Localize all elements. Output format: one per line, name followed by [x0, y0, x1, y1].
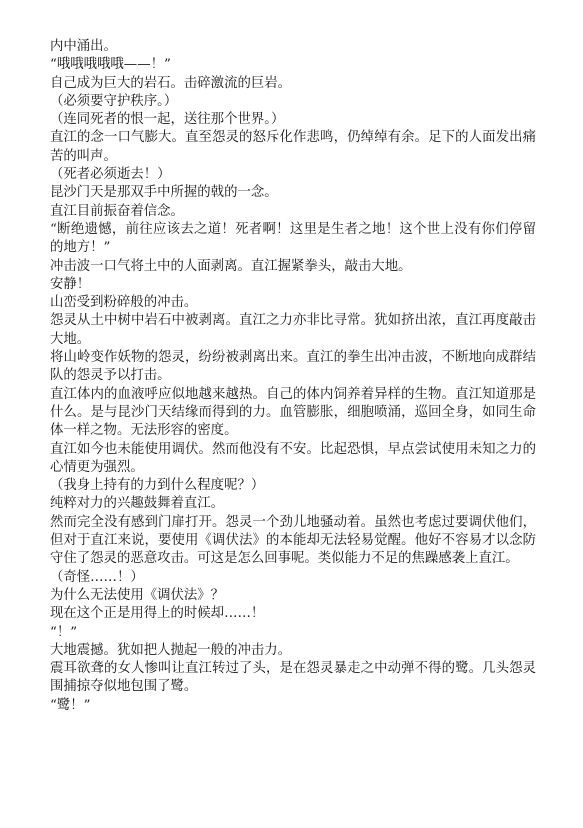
- paragraph: （连同死者的恨一起，送往那个世界。）: [50, 112, 285, 128]
- paragraph: 怨灵从土中树中岩石中被剥离。直江之力亦非比寻常。犹如挤出浓，直江再度敲击大地。: [50, 313, 536, 347]
- paragraph: （我身上持有的力到什么程度呢？）: [50, 478, 265, 494]
- paragraph: “鹭！”: [50, 697, 91, 713]
- paragraph: 安静！: [50, 276, 91, 292]
- paragraph: 现在这个正是用得上的时候却……！: [50, 606, 265, 622]
- paragraph: “断绝遗憾，前往应该去之道！死者啊！这里是生者之地！这个世上没有你们停留的地方！”: [50, 221, 536, 256]
- paragraph: “哦哦哦哦哦——！”: [50, 57, 171, 73]
- paragraph: 冲击波一口气将土中的人面剥离。直江握紧拳头，敲击大地。: [50, 258, 412, 274]
- paragraph: 大地震撼。犹如把人抛起一般的冲击力。: [50, 642, 292, 658]
- paragraph: 纯粹对力的兴趣鼓舞着直江。: [50, 496, 225, 512]
- paragraph: （必须要守护秩序。）: [50, 93, 178, 109]
- paragraph: 震耳欲聋的女人惨叫让直江转过了头，是在怨灵暴走之中动弹不得的鹭。几头怨灵围捕掠夺似地包围了鹭。: [50, 661, 536, 695]
- paragraph: 直江体内的血液呼应似地越来越热。自己的体内饲养着异样的生物。直江知道那是什么。是与昆沙门天结缘而得到的力。血管膨胀，细胞喷涌，巡回全身，如同生命体一样之物。无法形容的密度。: [50, 386, 536, 439]
- paragraph: 直江如今也未能使用调伏。然而他没有不安。比起恐惧，早点尝试使用未知之力的心情更为强烈。: [50, 441, 536, 475]
- paragraph: 将山岭变作妖物的怨灵，纷纷被剥离出来。直江的拳生出冲击波，不断地向成群结队的怨灵予以打击。: [50, 350, 536, 384]
- paragraph: 然而完全没有感到门扉打开。怨灵一个劲儿地骚动着。虽然也考虑过要调伏他们，但对于直江来说，要使用《调伏法》的本能却无法轻易觉醒。他好不容易才以念防守住了怨灵的恶意攻击。可这是怎么回事呢。类似能力不足的焦躁感袭上直江。: [50, 514, 536, 567]
- paragraph: 直江的念一口气膨大。直至怨灵的怒斥化作悲鸣，仍绰绰有余。足下的人面发出痛苦的叫声。: [50, 130, 536, 164]
- paragraph: 自己成为巨大的岩石。击碎激流的巨岩。: [50, 75, 292, 91]
- paragraph: 昆沙门天是那双手中所握的戟的一念。: [50, 185, 278, 201]
- paragraph: 直江目前振奋着信念。: [50, 203, 184, 219]
- paragraph: （奇怪……！）: [50, 569, 144, 585]
- paragraph: （死者必须逝去！）: [50, 167, 171, 183]
- paragraph: 内中涌出。: [50, 39, 117, 54]
- paragraph: “！”: [50, 624, 78, 640]
- paragraph: 山峦受到粉碎般的冲击。: [50, 295, 198, 311]
- novel-page: [50, 38, 536, 715]
- paragraph: 为什么无法使用《调伏法》？: [50, 587, 225, 603]
